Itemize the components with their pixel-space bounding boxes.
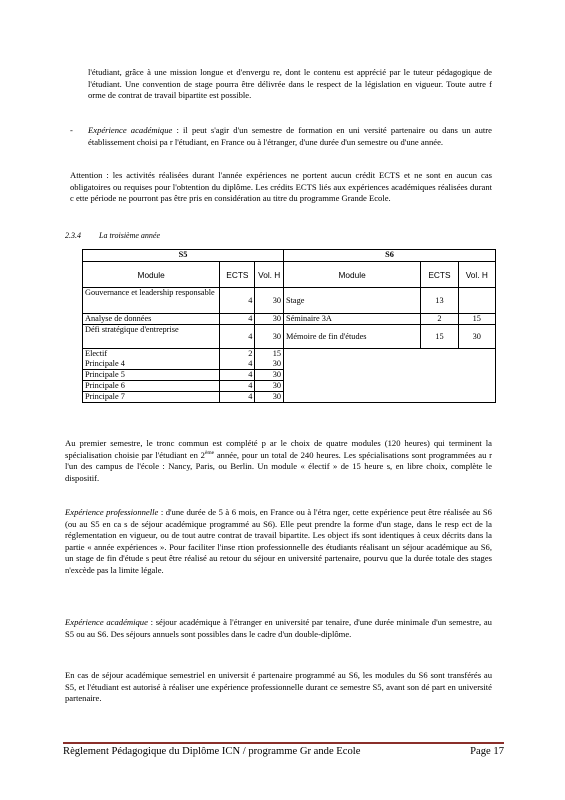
col-vol-s6: Vol. H (458, 262, 495, 288)
ects-value: 2 (248, 349, 253, 358)
pro-title: Expérience professionnelle (65, 507, 159, 517)
semester-text-a: Au premier semestre, le tronc commun est complété p ar le choix de quatre modules (120 heures) qui terminent la spécialisation choisie par l'étudiant en 2 (65, 438, 492, 460)
ects-cell: 13 (421, 288, 458, 314)
table-row (83, 325, 496, 349)
program-table (82, 249, 496, 403)
footer-divider (63, 742, 504, 744)
bullet-title: Expérience académique (88, 125, 173, 135)
elective-module: Electif (85, 349, 108, 358)
module-cell (83, 349, 220, 370)
semester-superscript: ème (204, 449, 215, 456)
ects-value: 4 (248, 359, 253, 368)
ects-cell: 4 (220, 288, 255, 314)
pro-text: : d'une durée de 5 à 6 mois, en France ou à l'étra nger, cette expérience peut être réalisée au S6 (ou au S5 en ca s de séjour académique programmé au S6). Elle peut prendre la forme d'un stage, dans le resp ect de la réglementation en vigueur, ou de tout autre contrat de travail bipartite. Les object ifs sont identiques à ceux décrits dans la partie « année expériences ». Pour faciliter l'inse rtion professionnelle des étudiants réalisant un séjour académique au S6, un stage de fin d'étude s peut être réalisé au retour du séjour en université partenaire, pourvu que la durée totale des stages n'excède pas la limite légale. (65, 507, 492, 575)
footer-title: Règlement Pédagogique du Diplôme ICN / programme Gr ande Ecole (63, 746, 361, 757)
section-title: La troisième année (99, 231, 161, 240)
s5-header: S5 (83, 250, 284, 262)
vol-cell: 30 (255, 314, 284, 325)
module-cell: Défi stratégique d'entreprise (83, 325, 220, 349)
page-footer (63, 746, 504, 757)
module-cell: Mémoire de fin d'études (283, 325, 420, 349)
ects-cell: 4 (220, 392, 255, 403)
acad-text: : séjour académique à l'étranger en université par tenaire, d'une durée minimale d'un semestre, au S5 ou au S6. Des séjours annuels sont possibles dans le cadre d'un double-diplôme. (65, 617, 492, 639)
ects-cell (220, 349, 255, 370)
ects-cell: 4 (220, 314, 255, 325)
semester-paragraph (65, 438, 492, 484)
empty-s6-cell (283, 349, 495, 403)
ects-cell: 15 (421, 325, 458, 349)
vol-cell: 30 (458, 325, 495, 349)
module-cell: Séminaire 3A (283, 314, 420, 325)
ects-cell: 4 (220, 370, 255, 381)
module-cell: Principale 5 (83, 370, 220, 381)
module-cell: Stage (283, 288, 420, 314)
col-ects-s6: ECTS (421, 262, 458, 288)
ects-cell: 2 (421, 314, 458, 325)
module-cell: Principale 7 (83, 392, 220, 403)
section-heading (65, 230, 160, 242)
acad-title: Expérience académique (65, 617, 148, 627)
vol-cell: 30 (255, 381, 284, 392)
section-number: 2.3.4 (65, 231, 81, 240)
s6-header: S6 (283, 250, 495, 262)
col-module-s5: Module (83, 262, 220, 288)
col-vol-s5: Vol. H (255, 262, 284, 288)
attention-paragraph: Attention : les activités réalisées durant l'année expériences ne portent aucun crédit ECTS et ne sont en aucun cas obligatoires ou requises pour l'obtention du diplôme. Les crédits ECTS liés aux expériences académiques réalisées durant c ette période ne pourront pas être pris en considération au titre du programme Grande Ecole. (70, 170, 492, 204)
ects-cell: 4 (220, 325, 255, 349)
module-cell: Gouvernance et leadership responsable (83, 288, 220, 314)
vol-cell (255, 349, 284, 370)
bullet-text: : il peut s'agir d'un semestre de formation en uni versité partenaire ou dans un autre établissement choisi pa r l'étudiant, en France ou à l'étranger, d'une durée d'un semestre ou d'une année. (88, 125, 492, 147)
experience-academique-bullet (88, 125, 492, 148)
table-row (83, 314, 496, 325)
academic-experience-paragraph (65, 617, 492, 640)
module-cell: Principale 6 (83, 381, 220, 392)
vol-value: 30 (272, 359, 281, 368)
table-row (83, 288, 496, 314)
vol-cell: 15 (458, 314, 495, 325)
vol-cell: 30 (255, 392, 284, 403)
module-cell: Analyse de données (83, 314, 220, 325)
intro-paragraph: l'étudiant, grâce à une mission longue et d'envergu re, dont le contenu est apprécié par le tuteur pédagogique de l'étudiant. Une convention de stage pourra être délivrée dans le respect de la législation en vigueur. Toute autre f orme de contrat de travail bipartite est possible. (88, 67, 492, 101)
vol-cell (458, 288, 495, 314)
bullet-dash: - (70, 125, 73, 135)
col-ects-s5: ECTS (220, 262, 255, 288)
elective-module: Principale 4 (85, 359, 125, 368)
semester-text-b: année, pour un total de 240 heures. Les spécialisations sont programmées au r l'un des campus de l'école : Nancy, Paris, ou Berlin. Un module « électif » de 15 heure s, en libre choix, complète le dispositif. (65, 449, 492, 483)
vol-cell: 30 (255, 370, 284, 381)
vol-value: 15 (272, 349, 281, 358)
vol-cell: 30 (255, 325, 284, 349)
ects-cell: 4 (220, 381, 255, 392)
vol-cell: 30 (255, 288, 284, 314)
page-number: Page 17 (470, 746, 504, 757)
pro-experience-paragraph (65, 507, 492, 577)
col-module-s6: Module (283, 262, 420, 288)
table-row (83, 349, 496, 370)
final-paragraph: En cas de séjour académique semestriel en universit é partenaire programmé au S6, les modules du S6 sont transférés au S5, et l'étudiant est autorisé à réaliser une expérience professionnelle durant ce semestre S5, avant son dé part en université partenaire. (65, 670, 492, 704)
